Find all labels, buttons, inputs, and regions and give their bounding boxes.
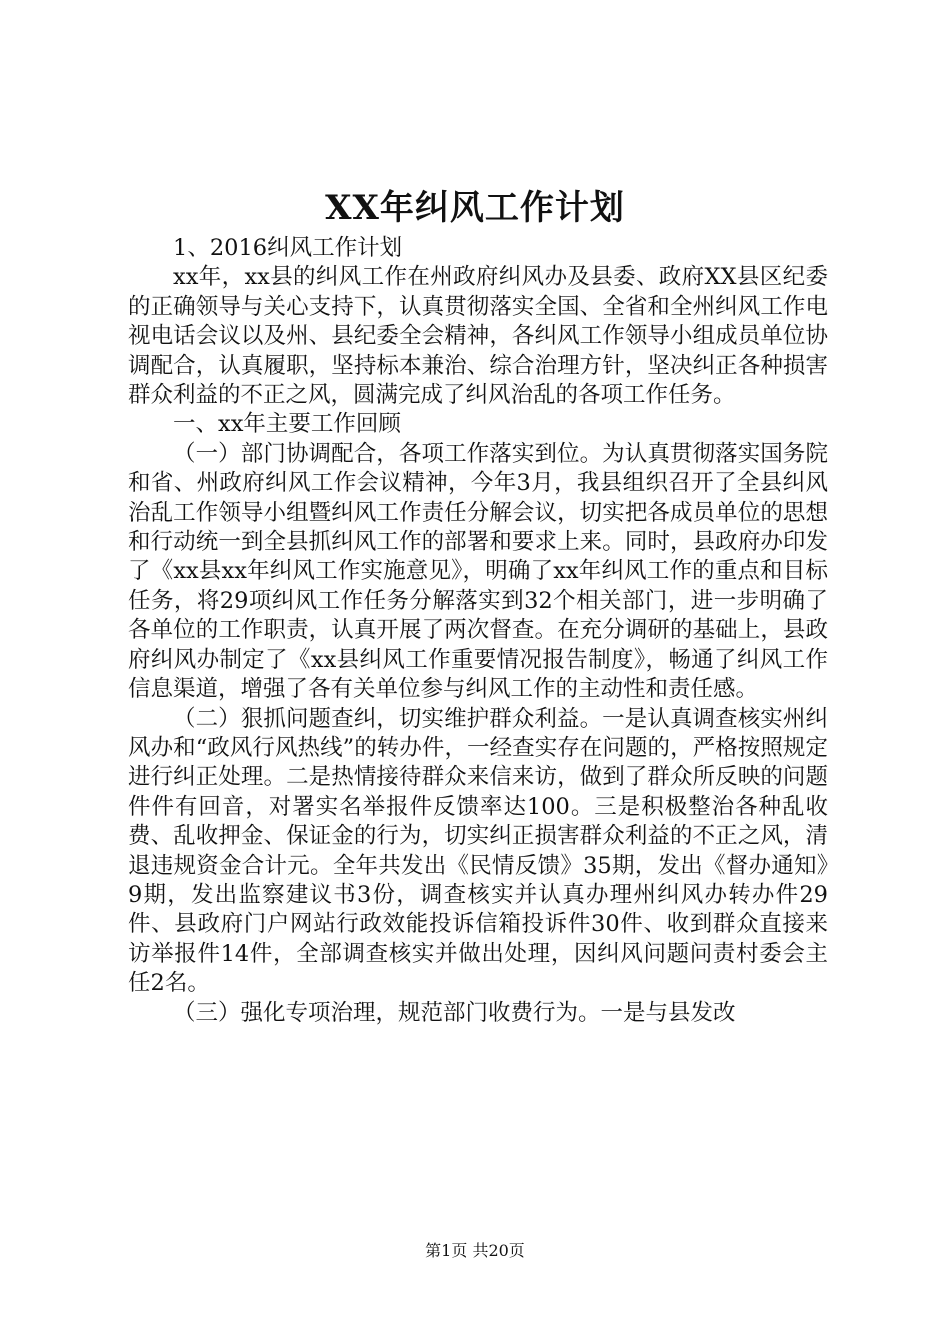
- paragraph-section-heading: 1、2016纠风工作计划: [173, 235, 403, 261]
- paragraph-item-2: （二）狠抓问题查纠，切实维护群众利益。一是认真调查核实州纠风办和“政风行风热线”的转办件，一经查实存在问题的，严格按照规定进行纠正处理。二是热情接待群众来信来访，做到了群众所反映的问题件件有回音，对署实名举报件反馈率达100。三是积极整治各种乱收费、乱收押金、保证金的行为，切实纠正损害群众利益的不正之风，清退违规资金合计元。全年共发出《民情反馈》35期，发出《督办通知》9期，发出监察建议书3份，调查核实并认真办理州纠风办转办件29件、县政府门户网站行政效能投诉信箱投诉件30件、收到群众直接来访举报件14件，全部调查核实并做出处理，因纠风问题问责村委会主任2名。: [128, 705, 828, 997]
- paragraph-intro: xx年，xx县的纠风工作在州政府纠风办及县委、政府XX县区纪委的正确领导与关心支持下，认真贯彻落实全国、全省和全州纠风工作电视电话会议以及州、县纪委全会精神，各纠风工作领导小组成员单位协调配合，认真履职，坚持标本兼治、综合治理方针，坚决纠正各种损害群众利益的不正之风，圆满完成了纠风治乱的各项工作任务。: [128, 264, 828, 409]
- document-title: XX年纠风工作计划: [325, 188, 625, 228]
- paragraph-review-heading: 一、xx年主要工作回顾: [173, 411, 401, 438]
- paragraph-item-1: （一）部门协调配合，各项工作落实到位。为认真贯彻落实国务院和省、州政府纠风工作会议精神，今年3月，我县组织召开了全县纠风治乱工作领导小组暨纠风工作责任分解会议，切实把各成员单位的思想和行动统一到全县抓纠风工作的部署和要求上来。同时，县政府办印发了《xx县xx年纠风工作实施意见》，明确了xx年纠风工作的重点和目标任务，将29项纠风工作任务分解落实到32个相关部门，进一步明确了各单位的工作职责，认真开展了两次督查。在充分调研的基础上，县政府纠风办制定了《xx县纠风工作重要情况报告制度》，畅通了纠风工作信息渠道，增强了各有关单位参与纠风工作的主动性和责任感。: [128, 440, 828, 703]
- page-number: 第1页 共20页: [425, 1241, 525, 1260]
- paragraph-item-3: （三）强化专项治理，规范部门收费行为。一是与县发改: [173, 999, 736, 1026]
- document-body: [128, 234, 828, 1028]
